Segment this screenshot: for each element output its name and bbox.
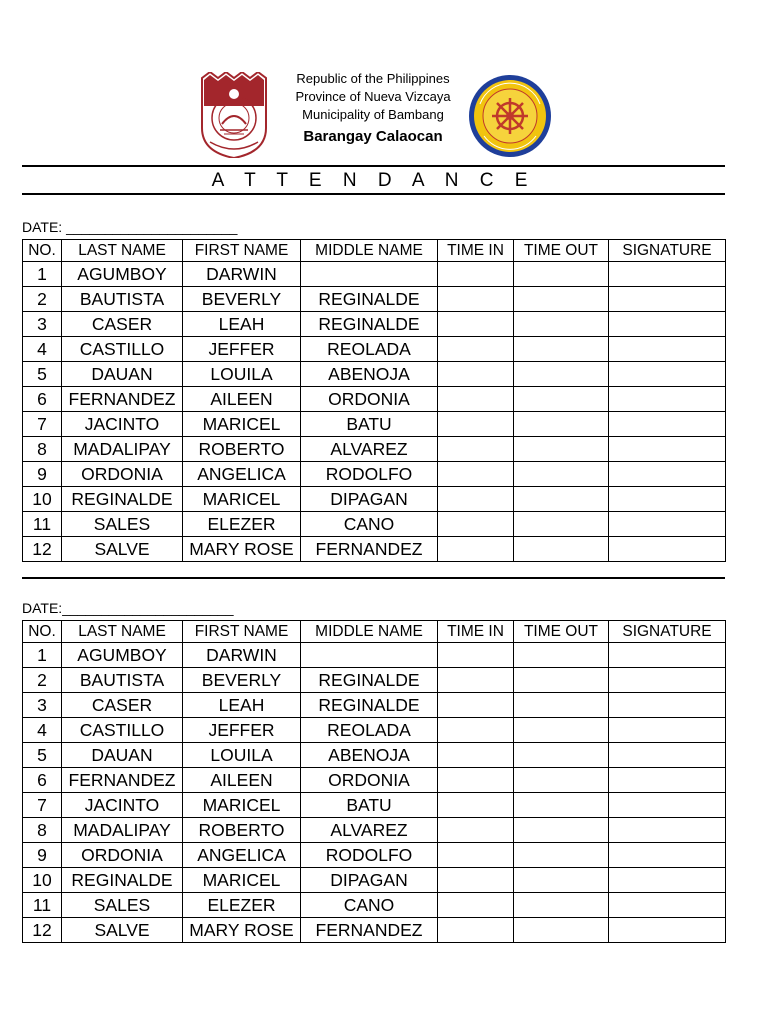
cell-no: 9 bbox=[23, 462, 62, 487]
cell-middle-name: FERNANDEZ bbox=[301, 918, 438, 943]
cell-no: 1 bbox=[23, 262, 62, 287]
cell-time-in bbox=[438, 512, 514, 537]
cell-middle-name: ORDONIA bbox=[301, 387, 438, 412]
table-row bbox=[23, 743, 726, 768]
cell-time-in bbox=[438, 412, 514, 437]
cell-time-in bbox=[438, 537, 514, 562]
cell-last-name: ORDONIA bbox=[62, 462, 183, 487]
cell-signature bbox=[609, 512, 726, 537]
cell-middle-name: REGINALDE bbox=[301, 668, 438, 693]
cell-signature bbox=[609, 668, 726, 693]
cell-middle-name: ABENOJA bbox=[301, 743, 438, 768]
table-body bbox=[23, 262, 726, 562]
cell-last-name: AGUMBOY bbox=[62, 643, 183, 668]
table-row bbox=[23, 462, 726, 487]
cell-no: 11 bbox=[23, 893, 62, 918]
cell-signature bbox=[609, 743, 726, 768]
cell-time-out bbox=[514, 437, 609, 462]
cell-middle-name bbox=[301, 643, 438, 668]
col-first-name: FIRST NAME bbox=[183, 621, 301, 643]
cell-last-name: SALES bbox=[62, 893, 183, 918]
cell-middle-name: ALVAREZ bbox=[301, 437, 438, 462]
cell-first-name: ELEZER bbox=[183, 893, 301, 918]
cell-time-in bbox=[438, 462, 514, 487]
cell-no: 4 bbox=[23, 718, 62, 743]
cell-first-name: ROBERTO bbox=[183, 818, 301, 843]
cell-signature bbox=[609, 312, 726, 337]
col-middle-name: MIDDLE NAME bbox=[301, 621, 438, 643]
table-row bbox=[23, 668, 726, 693]
table-header-row bbox=[23, 240, 726, 262]
cell-middle-name: FERNANDEZ bbox=[301, 537, 438, 562]
cell-middle-name: DIPAGAN bbox=[301, 868, 438, 893]
header-province: Province of Nueva Vizcaya bbox=[295, 89, 451, 104]
cell-first-name: JEFFER bbox=[183, 718, 301, 743]
table-body bbox=[23, 643, 726, 943]
cell-time-out bbox=[514, 843, 609, 868]
cell-no: 12 bbox=[23, 537, 62, 562]
cell-time-in bbox=[438, 287, 514, 312]
cell-first-name: JEFFER bbox=[183, 337, 301, 362]
cell-time-in bbox=[438, 718, 514, 743]
cell-signature bbox=[609, 412, 726, 437]
table-row bbox=[23, 312, 726, 337]
cell-signature bbox=[609, 487, 726, 512]
cell-last-name: DAUAN bbox=[62, 743, 183, 768]
cell-first-name: ROBERTO bbox=[183, 437, 301, 462]
cell-signature bbox=[609, 387, 726, 412]
cell-no: 7 bbox=[23, 412, 62, 437]
cell-first-name: BEVERLY bbox=[183, 668, 301, 693]
table-row bbox=[23, 843, 726, 868]
cell-time-out bbox=[514, 718, 609, 743]
cell-last-name: FERNANDEZ bbox=[62, 768, 183, 793]
cell-time-in bbox=[438, 843, 514, 868]
barangay-seal-icon bbox=[468, 74, 552, 158]
cell-time-in bbox=[438, 768, 514, 793]
cell-signature bbox=[609, 462, 726, 487]
header-republic: Republic of the Philippines bbox=[296, 71, 450, 86]
cell-no: 8 bbox=[23, 818, 62, 843]
table-row bbox=[23, 718, 726, 743]
col-middle-name: MIDDLE NAME bbox=[301, 240, 438, 262]
page-title: A T T E N D A N C E bbox=[211, 170, 536, 191]
cell-middle-name: REOLADA bbox=[301, 337, 438, 362]
cell-signature bbox=[609, 918, 726, 943]
section-divider bbox=[22, 577, 725, 579]
cell-signature bbox=[609, 768, 726, 793]
table-row bbox=[23, 437, 726, 462]
cell-time-out bbox=[514, 918, 609, 943]
cell-no: 6 bbox=[23, 387, 62, 412]
cell-last-name: BAUTISTA bbox=[62, 287, 183, 312]
cell-first-name: AILEEN bbox=[183, 768, 301, 793]
cell-time-in bbox=[438, 362, 514, 387]
cell-signature bbox=[609, 362, 726, 387]
table-row bbox=[23, 893, 726, 918]
cell-no: 3 bbox=[23, 312, 62, 337]
col-time-in: TIME IN bbox=[438, 621, 514, 643]
cell-time-in bbox=[438, 337, 514, 362]
cell-last-name: REGINALDE bbox=[62, 868, 183, 893]
cell-signature bbox=[609, 287, 726, 312]
cell-time-out bbox=[514, 412, 609, 437]
cell-no: 6 bbox=[23, 768, 62, 793]
cell-no: 2 bbox=[23, 287, 62, 312]
cell-middle-name: CANO bbox=[301, 512, 438, 537]
cell-no: 9 bbox=[23, 843, 62, 868]
cell-middle-name: RODOLFO bbox=[301, 843, 438, 868]
table-row bbox=[23, 643, 726, 668]
cell-first-name: MARY ROSE bbox=[183, 918, 301, 943]
cell-first-name: MARICEL bbox=[183, 487, 301, 512]
cell-time-in bbox=[438, 893, 514, 918]
header-municipality: Municipality of Bambang bbox=[302, 107, 444, 122]
table-row bbox=[23, 512, 726, 537]
cell-time-in bbox=[438, 743, 514, 768]
cell-time-in bbox=[438, 693, 514, 718]
cell-middle-name: RODOLFO bbox=[301, 462, 438, 487]
cell-time-out bbox=[514, 818, 609, 843]
cell-first-name: MARICEL bbox=[183, 793, 301, 818]
cell-middle-name: BATU bbox=[301, 793, 438, 818]
header-text-block bbox=[276, 70, 470, 148]
col-last-name: LAST NAME bbox=[62, 240, 183, 262]
cell-last-name: CASTILLO bbox=[62, 337, 183, 362]
table-row bbox=[23, 487, 726, 512]
document-header bbox=[0, 0, 768, 165]
col-time-in: TIME IN bbox=[438, 240, 514, 262]
cell-time-out bbox=[514, 262, 609, 287]
cell-first-name: MARICEL bbox=[183, 412, 301, 437]
header-barangay: Barangay Calaocan bbox=[303, 128, 443, 145]
cell-first-name: LEAH bbox=[183, 312, 301, 337]
cell-first-name: ANGELICA bbox=[183, 843, 301, 868]
table-row bbox=[23, 537, 726, 562]
cell-first-name: AILEEN bbox=[183, 387, 301, 412]
cell-time-out bbox=[514, 643, 609, 668]
col-time-out: TIME OUT bbox=[514, 240, 609, 262]
cell-time-in bbox=[438, 668, 514, 693]
table-row bbox=[23, 262, 726, 287]
cell-time-in bbox=[438, 643, 514, 668]
attendance-table bbox=[22, 620, 726, 943]
cell-last-name: MADALIPAY bbox=[62, 818, 183, 843]
cell-time-in bbox=[438, 918, 514, 943]
cell-first-name: LOUILA bbox=[183, 362, 301, 387]
attendance-section-1 bbox=[22, 219, 725, 562]
cell-last-name: FERNANDEZ bbox=[62, 387, 183, 412]
table-row bbox=[23, 793, 726, 818]
cell-last-name: DAUAN bbox=[62, 362, 183, 387]
cell-last-name: JACINTO bbox=[62, 412, 183, 437]
table-row bbox=[23, 337, 726, 362]
cell-time-in bbox=[438, 262, 514, 287]
cell-middle-name: DIPAGAN bbox=[301, 487, 438, 512]
cell-first-name: ANGELICA bbox=[183, 462, 301, 487]
cell-signature bbox=[609, 818, 726, 843]
cell-time-in bbox=[438, 868, 514, 893]
cell-no: 10 bbox=[23, 487, 62, 512]
cell-last-name: ORDONIA bbox=[62, 843, 183, 868]
cell-middle-name: ABENOJA bbox=[301, 362, 438, 387]
cell-time-out bbox=[514, 743, 609, 768]
cell-last-name: CASER bbox=[62, 312, 183, 337]
cell-signature bbox=[609, 693, 726, 718]
cell-time-in bbox=[438, 312, 514, 337]
cell-last-name: SALVE bbox=[62, 537, 183, 562]
cell-no: 11 bbox=[23, 512, 62, 537]
cell-signature bbox=[609, 843, 726, 868]
cell-last-name: CASTILLO bbox=[62, 718, 183, 743]
cell-time-in bbox=[438, 487, 514, 512]
cell-first-name: DARWIN bbox=[183, 262, 301, 287]
cell-time-out bbox=[514, 668, 609, 693]
cell-last-name: SALES bbox=[62, 512, 183, 537]
cell-first-name: BEVERLY bbox=[183, 287, 301, 312]
cell-signature bbox=[609, 893, 726, 918]
cell-no: 2 bbox=[23, 668, 62, 693]
cell-time-in bbox=[438, 818, 514, 843]
title-rule-bottom bbox=[22, 193, 725, 195]
table-header-row bbox=[23, 621, 726, 643]
cell-no: 10 bbox=[23, 868, 62, 893]
table-row bbox=[23, 768, 726, 793]
cell-first-name: LEAH bbox=[183, 693, 301, 718]
cell-last-name: CASER bbox=[62, 693, 183, 718]
table-row bbox=[23, 362, 726, 387]
cell-signature bbox=[609, 437, 726, 462]
municipal-seal-icon bbox=[196, 72, 272, 158]
cell-middle-name: REGINALDE bbox=[301, 287, 438, 312]
cell-middle-name: REGINALDE bbox=[301, 693, 438, 718]
cell-middle-name bbox=[301, 262, 438, 287]
cell-middle-name: CANO bbox=[301, 893, 438, 918]
cell-last-name: BAUTISTA bbox=[62, 668, 183, 693]
cell-time-out bbox=[514, 768, 609, 793]
cell-middle-name: REOLADA bbox=[301, 718, 438, 743]
cell-signature bbox=[609, 868, 726, 893]
cell-time-out bbox=[514, 512, 609, 537]
cell-first-name: DARWIN bbox=[183, 643, 301, 668]
cell-time-out bbox=[514, 337, 609, 362]
cell-time-out bbox=[514, 893, 609, 918]
cell-last-name: JACINTO bbox=[62, 793, 183, 818]
col-no: NO. bbox=[23, 240, 62, 262]
cell-last-name: MADALIPAY bbox=[62, 437, 183, 462]
col-time-out: TIME OUT bbox=[514, 621, 609, 643]
cell-no: 7 bbox=[23, 793, 62, 818]
cell-first-name: LOUILA bbox=[183, 743, 301, 768]
cell-first-name: MARY ROSE bbox=[183, 537, 301, 562]
cell-first-name: ELEZER bbox=[183, 512, 301, 537]
cell-last-name: REGINALDE bbox=[62, 487, 183, 512]
date-label: DATE: ______________________ bbox=[22, 219, 238, 235]
cell-signature bbox=[609, 537, 726, 562]
cell-no: 4 bbox=[23, 337, 62, 362]
cell-signature bbox=[609, 793, 726, 818]
col-no: NO. bbox=[23, 621, 62, 643]
table-row bbox=[23, 693, 726, 718]
table-row bbox=[23, 868, 726, 893]
cell-no: 5 bbox=[23, 743, 62, 768]
cell-time-out bbox=[514, 362, 609, 387]
cell-time-out bbox=[514, 487, 609, 512]
title-rule-top bbox=[22, 165, 725, 167]
cell-signature bbox=[609, 718, 726, 743]
cell-no: 8 bbox=[23, 437, 62, 462]
cell-no: 12 bbox=[23, 918, 62, 943]
cell-last-name: AGUMBOY bbox=[62, 262, 183, 287]
col-first-name: FIRST NAME bbox=[183, 240, 301, 262]
table-row bbox=[23, 412, 726, 437]
cell-signature bbox=[609, 337, 726, 362]
table-row bbox=[23, 818, 726, 843]
cell-signature bbox=[609, 262, 726, 287]
cell-time-out bbox=[514, 868, 609, 893]
cell-time-out bbox=[514, 312, 609, 337]
table-row bbox=[23, 387, 726, 412]
cell-middle-name: ALVAREZ bbox=[301, 818, 438, 843]
cell-time-out bbox=[514, 537, 609, 562]
cell-no: 3 bbox=[23, 693, 62, 718]
date-label: DATE:______________________ bbox=[22, 600, 234, 616]
cell-time-out bbox=[514, 287, 609, 312]
cell-middle-name: ORDONIA bbox=[301, 768, 438, 793]
cell-no: 5 bbox=[23, 362, 62, 387]
cell-time-in bbox=[438, 437, 514, 462]
cell-middle-name: REGINALDE bbox=[301, 312, 438, 337]
cell-middle-name: BATU bbox=[301, 412, 438, 437]
attendance-table bbox=[22, 239, 726, 562]
col-signature: SIGNATURE bbox=[609, 240, 726, 262]
col-signature: SIGNATURE bbox=[609, 621, 726, 643]
cell-time-out bbox=[514, 462, 609, 487]
cell-time-in bbox=[438, 793, 514, 818]
attendance-section-2 bbox=[22, 600, 725, 943]
cell-time-out bbox=[514, 693, 609, 718]
col-last-name: LAST NAME bbox=[62, 621, 183, 643]
table-row bbox=[23, 287, 726, 312]
cell-time-in bbox=[438, 387, 514, 412]
cell-first-name: MARICEL bbox=[183, 868, 301, 893]
table-row bbox=[23, 918, 726, 943]
cell-time-out bbox=[514, 793, 609, 818]
cell-no: 1 bbox=[23, 643, 62, 668]
cell-time-out bbox=[514, 387, 609, 412]
cell-last-name: SALVE bbox=[62, 918, 183, 943]
cell-signature bbox=[609, 643, 726, 668]
